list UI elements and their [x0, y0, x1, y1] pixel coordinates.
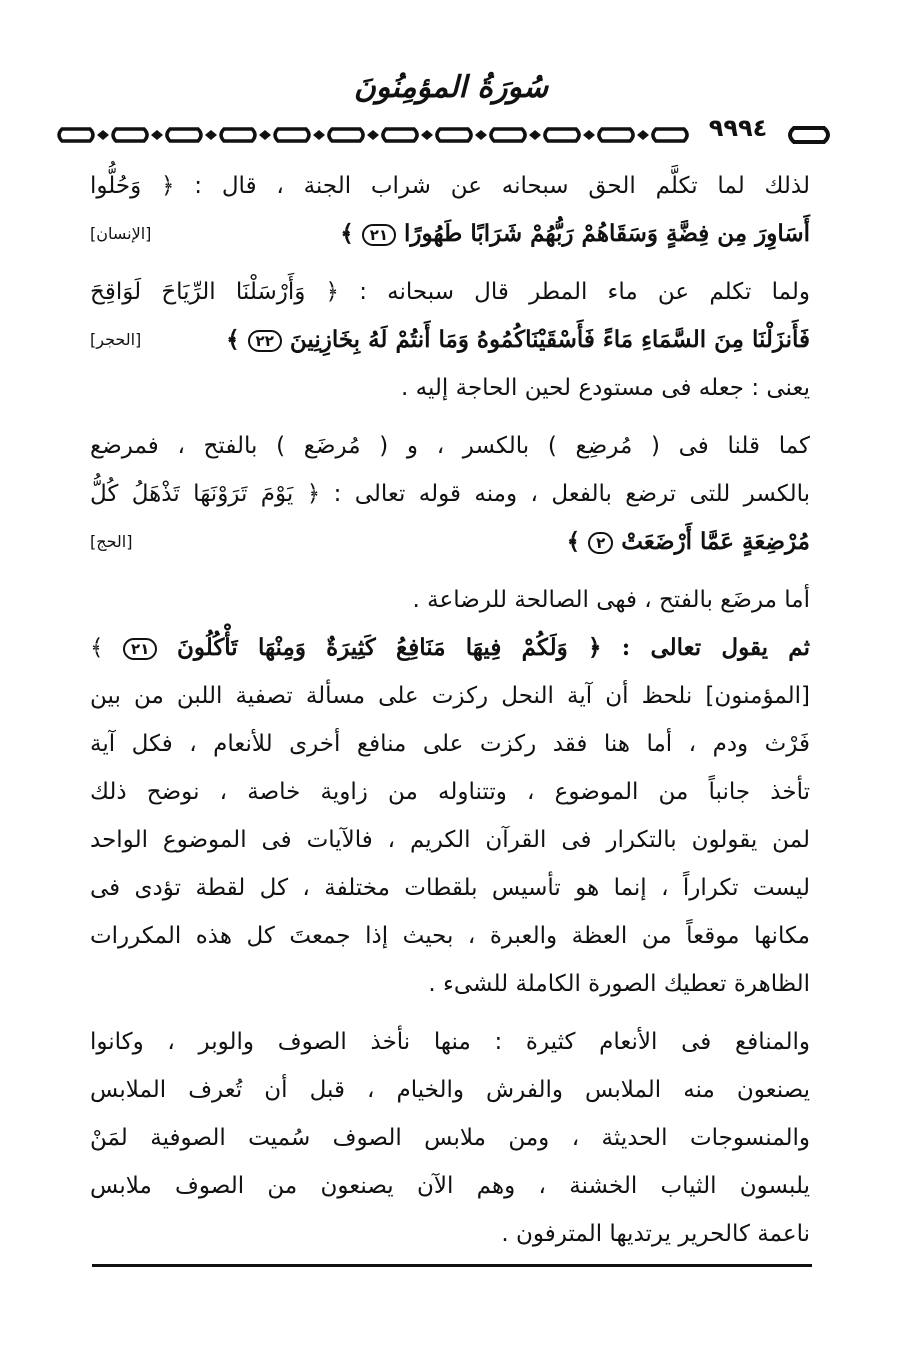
quran-verse-text: أَسَاوِرَ مِن فِضَّةٍ وَسَقَاهُمْ رَبُّهُمْ شَرَابًا طَهُورًا: [404, 220, 810, 247]
text-line: فَرْث ودم ، أما هنا فقد ركزت على منافع أخرى للأنعام ، فكل آية: [90, 731, 810, 757]
text-line: والمنافع فى الأنعام كثيرة : منها نأخذ الصوف والوبر ، وكانوا: [90, 1029, 810, 1055]
ornament-link: [167, 129, 201, 141]
ornament-diamond: [421, 130, 433, 140]
paragraph: [90, 576, 810, 624]
ornament-diamond: [313, 130, 325, 140]
ornament-link: [59, 129, 93, 141]
surah-source: [الإنسان]: [90, 224, 152, 243]
text-line: لذلك لما تكلَّم الحق سبحانه عن شراب الجنة ، قال : ﴿ وَحُلُّوا: [90, 173, 810, 199]
ornament-diamond: [259, 130, 271, 140]
text-line: الظاهرة تعطيك الصورة الكاملة للشىء .: [428, 971, 810, 997]
ornament-diamond: [367, 130, 379, 140]
ornament-link: [221, 129, 255, 141]
quran-verse-text: ثم يقول تعالى : ﴿ وَلَكُمْ فِيهَا مَنَافِعُ كَثِيرَةٌ وَمِنْهَا تَأْكُلُونَ: [176, 634, 811, 661]
surah-header-title: سُورَةُ المؤمِنُونَ: [353, 70, 549, 105]
text-line: مكانها موقعاً من العظة والعبرة ، بحيث إذا جمعتَ كل هذه المكررات: [90, 923, 810, 949]
ornament-link: [275, 129, 309, 141]
ornament-diamond: [151, 130, 163, 140]
ayah-number: ٢١: [123, 638, 157, 660]
header-ornament-left: [52, 126, 692, 144]
quran-verse-line: أَسَاوِرَ مِن فِضَّةٍ وَسَقَاهُمْ رَبُّهُمْ شَرَابًا طَهُورًا ٢١ ﴾ [الإنسان]: [90, 210, 810, 258]
ornament-link: [653, 129, 687, 141]
text-line: ليست تكراراً ، إنما هو تأسيس بلقطات مختلفة ، كل لقطة تؤدى فى: [90, 875, 810, 901]
quran-verse-line: مُرْضِعَةٍ عَمَّا أَرْضَعَتْ ٢ ﴾ [الحج]: [90, 518, 810, 566]
text-line: ولما تكلم عن ماء المطر قال سبحانه : ﴿ وَأَرْسَلْنَا الرِّيَاحَ لَوَاقِحَ: [90, 279, 810, 305]
ornament-link: [545, 129, 579, 141]
header-ornament-right: [784, 126, 834, 144]
text-line: يعنى : جعله فى مستودع لحين الحاجة إليه .: [401, 375, 810, 401]
body-text: [90, 162, 810, 1258]
paragraph: [90, 624, 810, 1008]
text-line: والمنسوجات الحديثة ، ومن ملابس الصوف سُميت الصوفية لمَنْ: [90, 1125, 810, 1151]
quran-verse-line: فَأَنزَلْنَا مِنَ السَّمَاءِ مَاءً فَأَسْقَيْنَاكُمُوهُ وَمَا أَنتُمْ لَهُ بِخَازِنِينَ ٢٢ ﴾ [الحجر]: [90, 316, 810, 364]
ornament-link: [329, 129, 363, 141]
quran-verse-text: مُرْضِعَةٍ عَمَّا أَرْضَعَتْ: [621, 528, 810, 555]
text-line: لمن يقولون بالتكرار فى القرآن الكريم ، فالآيات فى الموضوع الواحد: [90, 827, 810, 853]
quran-verse-text: فَأَنزَلْنَا مِنَ السَّمَاءِ مَاءً فَأَسْقَيْنَاكُمُوهُ وَمَا أَنتُمْ لَهُ بِخَازِنِينَ: [289, 326, 810, 353]
ornament-link: [491, 129, 525, 141]
text-line: كما قلنا فى ( مُرضِع ) بالكسر ، و ( مُرضَع ) بالفتح ، فمرضع: [90, 433, 810, 459]
text-line: يصنعون منه الملابس والفرش والخيام ، قبل أن تُعرف الملابس: [90, 1077, 810, 1103]
ornament-diamond: [97, 130, 109, 140]
ornament-link: [383, 129, 417, 141]
ornament-diamond: [637, 130, 649, 140]
ornament-diamond: [205, 130, 217, 140]
text-line: يلبسون الثياب الخشنة ، وهم الآن يصنعون من الصوف ملابس: [90, 1173, 810, 1199]
ayah-number: ٢٢: [248, 330, 282, 352]
footer-rule: [92, 1264, 812, 1267]
surah-source: [الحج]: [90, 532, 133, 551]
ornament-diamond: [529, 130, 541, 140]
paragraph: [90, 422, 810, 566]
text-line: تأخذ جانباً من الموضوع ، وتتناوله من زاوية خاصة ، نوضح ذلك: [90, 779, 810, 805]
quran-verse-line: ثم يقول تعالى : ﴿ وَلَكُمْ فِيهَا مَنَافِعُ كَثِيرَةٌ وَمِنْهَا تَأْكُلُونَ ٢١ ﴾: [90, 634, 811, 661]
paragraph: [90, 268, 810, 412]
surah-source: [الحجر]: [90, 330, 142, 349]
ornament-link: [599, 129, 633, 141]
ornament-diamond: [475, 130, 487, 140]
text-line: [المؤمنون] نلحظ أن آية النحل ركزت على مسألة تصفية اللبن من بين: [90, 683, 810, 709]
ornament-link: [437, 129, 471, 141]
paragraph: [90, 162, 810, 258]
page-number: ٩٩٩٤: [708, 114, 768, 142]
ayah-number: ٢: [588, 532, 613, 554]
paragraph: [90, 1018, 810, 1258]
text-line: أما مرضَع بالفتح ، فهى الصالحة للرضاعة .: [412, 587, 810, 613]
ayah-number: ٢١: [362, 224, 396, 246]
ornament-diamond: [583, 130, 595, 140]
text-line: ناعمة كالحرير يرتديها المترفون .: [501, 1221, 810, 1247]
ornament-link: [113, 129, 147, 141]
text-line: بالكسر للتى ترضع بالفعل ، ومنه قوله تعالى : ﴿ يَوْمَ تَرَوْنَهَا تَذْهَلُ كُلُّ: [90, 481, 810, 507]
